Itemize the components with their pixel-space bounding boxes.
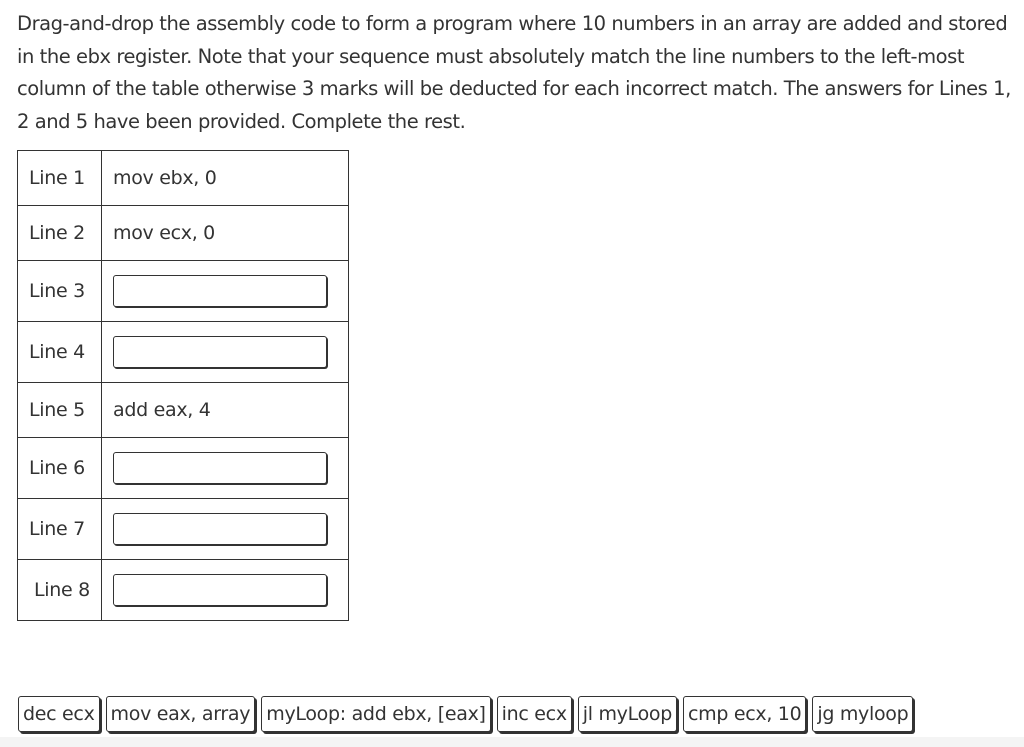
question-instructions: Drag-and-drop the assembly code to form a program where 10 numbers in an array are added and stored in the ebx register. Note that your sequence must absolutely match the line numbers to the left-most column of the table otherwise 3 marks will be deducted for each incorrect match. The answers for Lines 1, 2 and 5 have been provided. Complete the rest. (17, 12, 1011, 133)
line-label: Line 6 (18, 438, 102, 499)
drag-option-dec-ecx[interactable]: dec ecx (18, 696, 100, 732)
line-label: Line 3 (18, 261, 102, 322)
line-label: Line 7 (18, 499, 102, 560)
bottom-edge (0, 737, 1024, 747)
line-cell (102, 322, 349, 383)
drag-option-jl-myloop[interactable]: jl myLoop (578, 696, 677, 732)
drag-option-cmp-ecx[interactable]: cmp ecx, 10 (683, 696, 806, 732)
line-label: Line 4 (18, 322, 102, 383)
drag-option-myloop-add[interactable]: myLoop: add ebx, [eax] (261, 696, 490, 732)
drop-zone-line-6[interactable] (113, 452, 327, 484)
line-cell (102, 499, 349, 560)
line-value-given: add eax, 4 (102, 383, 349, 438)
drop-zone-line-3[interactable] (113, 275, 327, 307)
line-label: Line 5 (18, 383, 102, 438)
line-value-given: mov ecx, 0 (102, 206, 349, 261)
drag-options-bar (18, 696, 919, 732)
table-row-line-1 (18, 151, 349, 206)
line-cell (102, 261, 349, 322)
table-row-line-6 (18, 438, 349, 499)
drag-option-jg-myloop[interactable]: jg myloop (812, 696, 913, 732)
table-row-line-7 (18, 499, 349, 560)
line-label: Line 1 (18, 151, 102, 206)
table-row-line-4 (18, 322, 349, 383)
line-label: Line 2 (18, 206, 102, 261)
line-value-given: mov ebx, 0 (102, 151, 349, 206)
table-row-line-2 (18, 206, 349, 261)
table-row-line-8 (18, 560, 349, 621)
drop-zone-line-8[interactable] (113, 574, 327, 606)
drop-zone-line-4[interactable] (113, 336, 327, 368)
line-label: Line 8 (18, 560, 102, 621)
table-row-line-5 (18, 383, 349, 438)
drag-option-inc-ecx[interactable]: inc ecx (497, 696, 572, 732)
drag-option-mov-eax-array[interactable]: mov eax, array (106, 696, 256, 732)
line-cell (102, 438, 349, 499)
table-row-line-3 (18, 261, 349, 322)
line-cell (102, 560, 349, 621)
drop-zone-line-7[interactable] (113, 513, 327, 545)
answer-table (17, 150, 349, 621)
